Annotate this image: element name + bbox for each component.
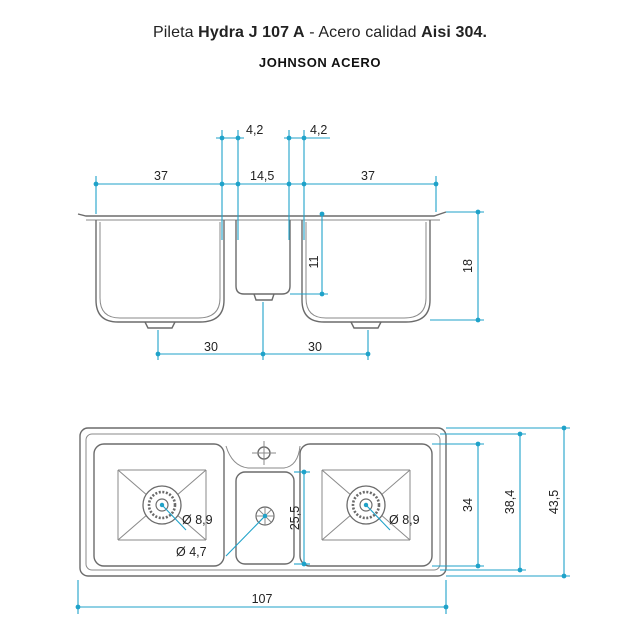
title-material: Aisi 304. (421, 24, 487, 41)
top-outer-rim (80, 428, 446, 576)
side-left-bowl-inner (100, 222, 220, 318)
dim-right-drain: Ø 8,9 (389, 513, 420, 527)
top-inner-rim (86, 434, 440, 570)
side-view (78, 123, 484, 360)
side-left-drain (145, 322, 175, 328)
side-rim (78, 212, 446, 216)
dim-right-wall: 4,2 (310, 123, 328, 137)
dim-left-wall: 4,2 (246, 123, 264, 137)
dim-inner-depth: 38,4 (503, 489, 517, 515)
dim-left-drain-offset: 30 (204, 340, 218, 354)
dim-right-drain-offset: 30 (308, 340, 322, 354)
side-center-bowl (236, 220, 290, 294)
dim-outer-depth: 43,5 (547, 489, 561, 515)
top-view (76, 426, 570, 614)
leader-center-drain (226, 516, 265, 556)
side-left-bowl (96, 220, 224, 322)
title-model: Hydra J 107 A (198, 24, 305, 41)
dim-left-bowl-width: 37 (154, 169, 168, 183)
dim-top-bowl-depth: 34 (461, 498, 475, 512)
brand-name: JOHNSON ACERO (258, 55, 382, 70)
title-text: - Acero calidad (304, 24, 422, 41)
dim-total-length: 107 (251, 592, 273, 606)
dim-center-depth: 11 (307, 255, 321, 269)
dim-left-drain: Ø 8,9 (182, 513, 213, 527)
side-right-bowl-inner (306, 222, 426, 318)
dim-center-drain: Ø 4,7 (176, 545, 207, 559)
top-tap-deck (226, 446, 300, 468)
title-text: Pileta (153, 24, 199, 41)
dim-center-bowl-depth: 25,5 (288, 505, 302, 531)
side-right-drain (351, 322, 381, 328)
dim-center-width: 14,5 (250, 169, 275, 183)
side-center-drain (254, 294, 274, 300)
dim-right-bowl-width: 37 (361, 169, 375, 183)
side-right-bowl (302, 220, 430, 322)
dim-bowl-depth: 18 (461, 259, 475, 273)
